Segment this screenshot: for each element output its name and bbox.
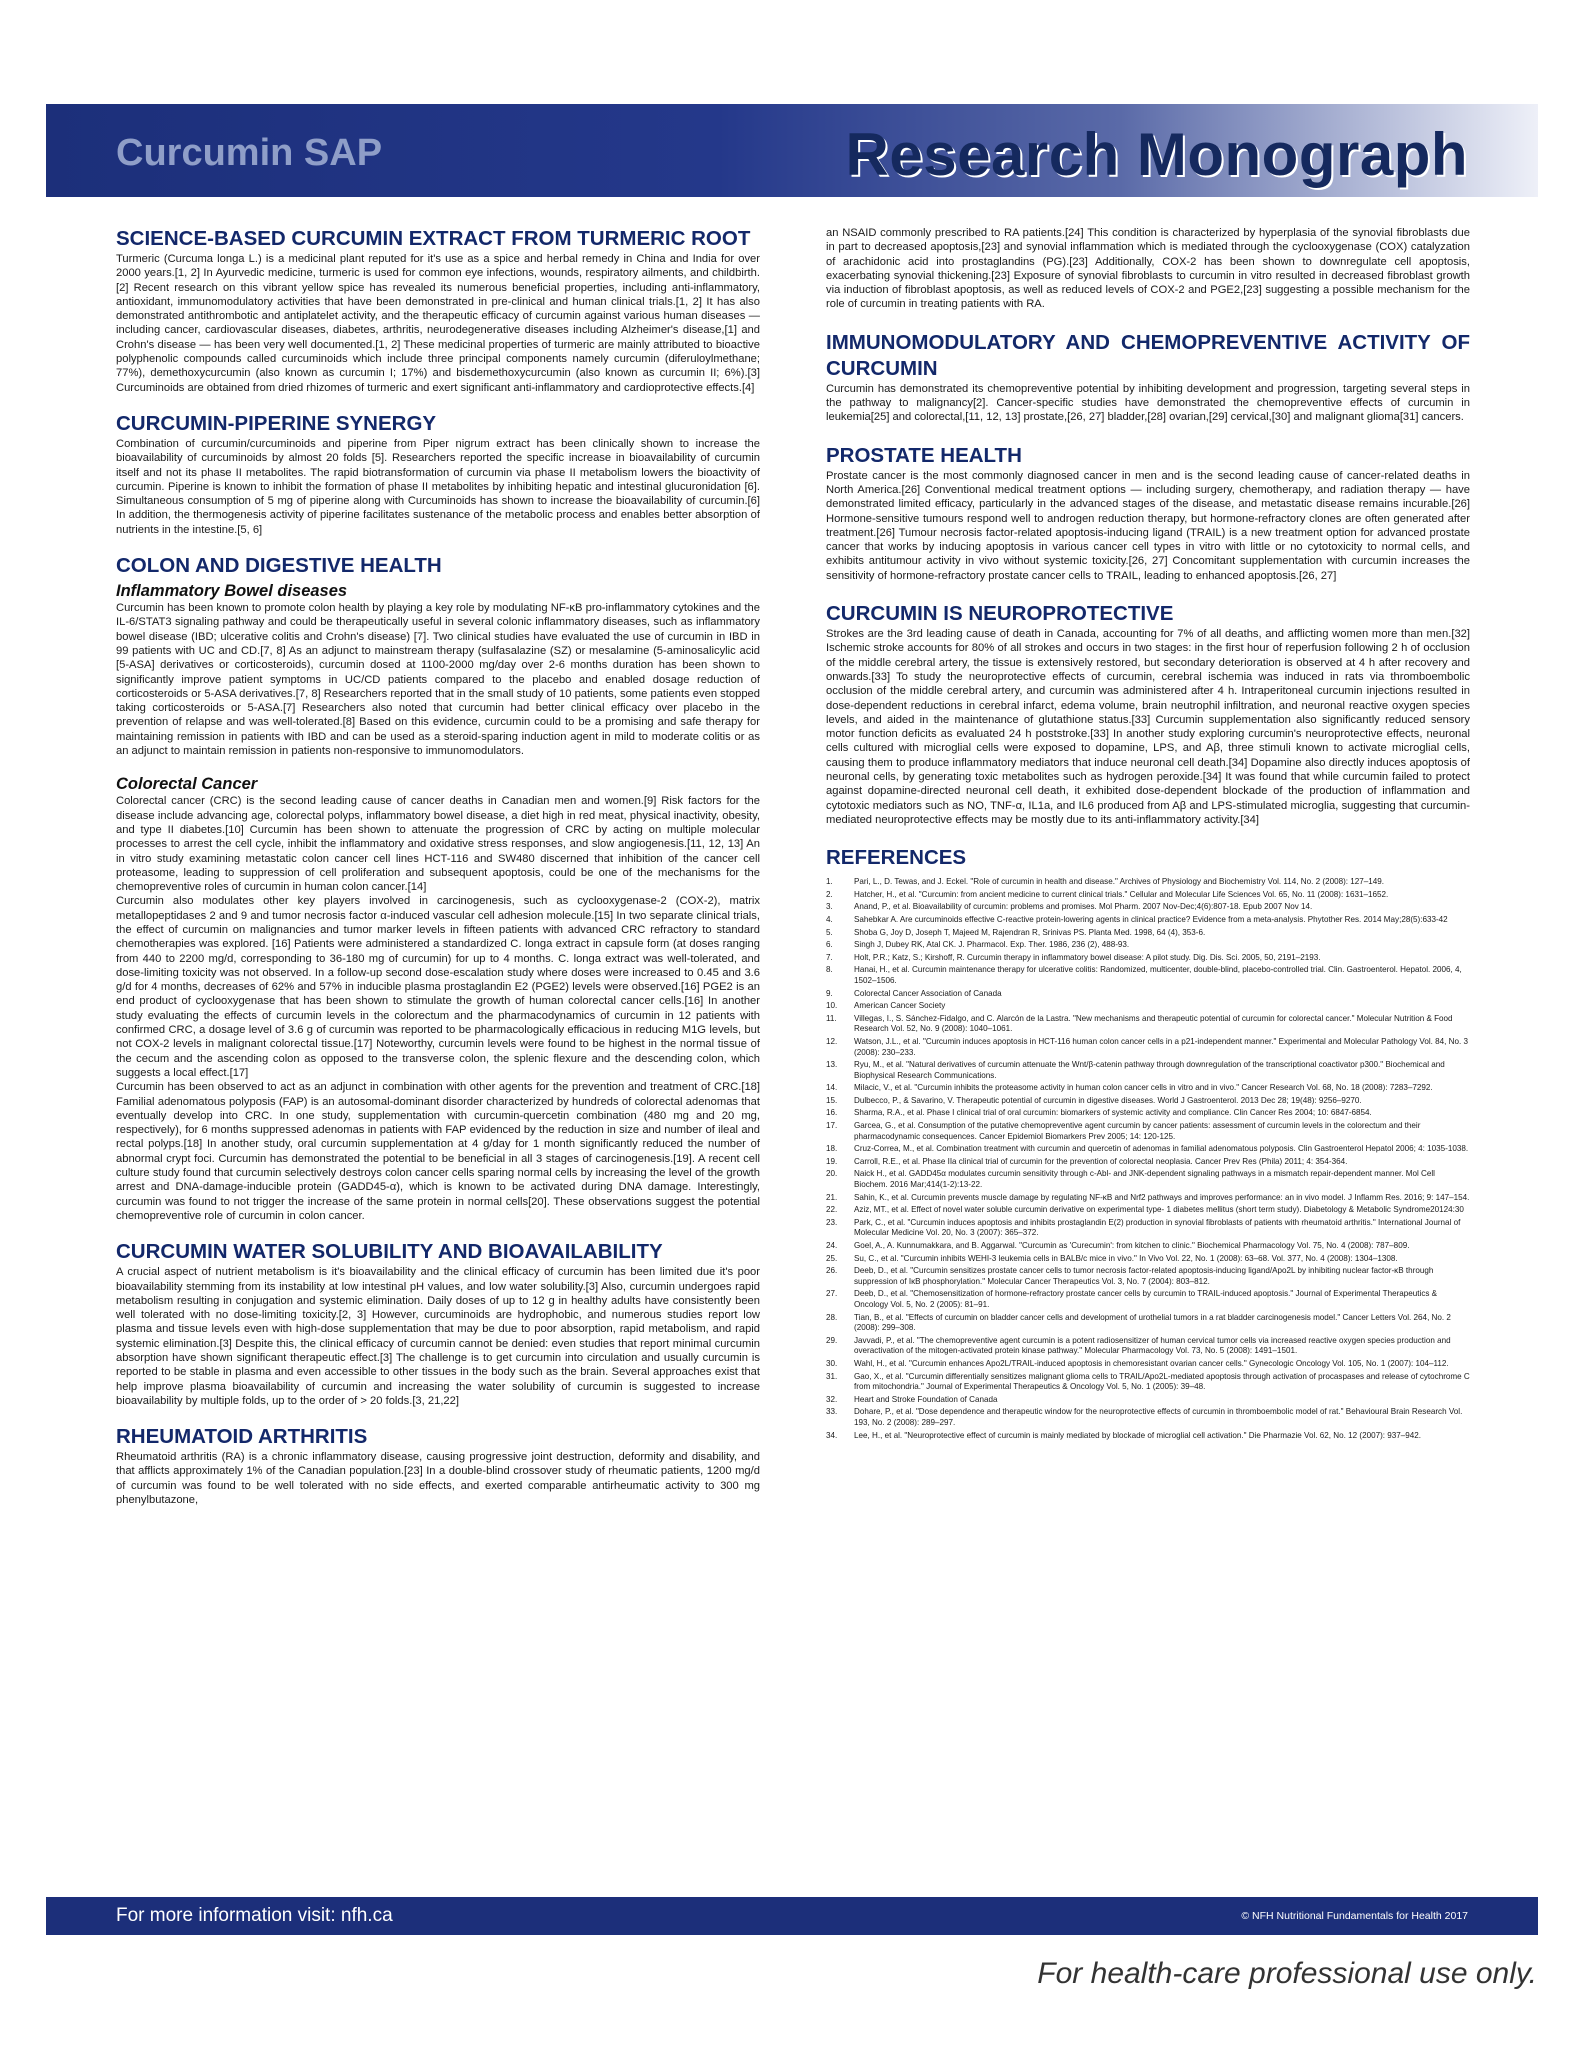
paragraph: Curcumin has demonstrated its chemopreventive potential by inhibiting development and progression, targeting several steps in the pathway to malignancy[2]. Cancer-specific studies have demonstrated the chemopreventive effects of curcumin in leukemia[25] and colorectal,[11, 12, 13] prostate,[26, 27] bladder,[28] ovarian,[29] cervical,[30] and malignant glioma[31] cancers. (826, 382, 1470, 424)
reference-item (826, 1121, 1470, 1142)
reference-text: Sahin, K., et al. Curcumin prevents muscle damage by regulating NF-κB and Nrf2 pathways and improves performance: an in vivo model. J Inflamm Res. 2016; 9: 147–154. (854, 1192, 1470, 1202)
reference-item (826, 1372, 1470, 1393)
reference-number: 31. (826, 1371, 838, 1381)
reference-item (826, 1096, 1470, 1107)
reference-number: 10. (826, 1001, 838, 1011)
reference-text: Heart and Stroke Foundation of Canada (854, 1394, 998, 1404)
reference-number: 6. (826, 940, 833, 950)
reference-text: Anand, P., et al. Bioavailability of curcumin: problems and promises. Mol Pharm. 2007 Nov-Dec;4(6):807-18. Epub 2007 Nov 14. (854, 902, 1313, 912)
paragraph: Combination of curcumin/curcuminoids and piperine from Piper nigrum extract has been clinically shown to increase the bioavailability of curcuminoids by almost 20 folds [5]. Researchers reported the specific increase in bioavailability of curcumin itself and not its phase II metabolites. The rapid biotransformation of curcumin via phase II metabolism lowers the bioactivity of curcumin. Piperine is known to inhibit the formation of phase II metabolites by inhibiting hepatic and intestinal glucuronidation [6]. Simultaneous consumption of 5 mg of piperine along with Curcuminoids has shown to increase the bioavailability of curcumin.[6] In addition, the thermogenesis activity of piperine facilitates sustenance of the metabolic process and enables better absorption of nutrients in the intestine.[5, 6] (116, 437, 760, 536)
reference-number: 25. (826, 1253, 838, 1263)
reference-text: Sharma, R.A., et al. Phase I clinical trial of oral curcumin: biomarkers of systemic activity and compliance. Clin Cancer Res 2004; 10: 6847-6854. (854, 1108, 1372, 1118)
reference-text: Wahl, H., et al. "Curcumin enhances Apo2L/TRAIL-induced apoptosis in chemoresistant ovarian cancer cells." Gynecologic Oncology Vol. 105, No. 1 (2007): 104–112. (854, 1358, 1449, 1368)
reference-number: 12. (826, 1036, 838, 1046)
section-heading: SCIENCE-BASED CURCUMIN EXTRACT FROM TURMERIC ROOT (116, 227, 751, 250)
paragraph: Prostate cancer is the most commonly diagnosed cancer in men and is the second leading cause of cancer-related deaths in North America.[26] Conventional medical treatment options — including surgery, chemotherapy, and radiation therapy — have demonstrated limited efficacy, particularly in the advanced stages of the disease, and metastatic disease remains incurable.[26] Hormone-sensitive tumours respond well to androgen reduction therapy, but hormone-refractory clones are often generated after treatment.[26] Tumour necrosis factor-related apoptosis-inducing ligand (TRAIL) is a new treatment option for advanced prostate cancer that works by inducing apoptosis in various cancer cell types in vitro with little or no cytotoxicity to normal cells, and exhibits antitumour activity in vivo without systemic toxicity.[26, 27] Concomitant supplementation with curcumin increases the sensitivity of hormone-refractory prostate cancer cells to TRAIL, leading to enhanced apoptosis.[26, 27] (826, 469, 1470, 582)
reference-item (826, 890, 1470, 901)
reference-number: 13. (826, 1060, 838, 1070)
reference-number: 7. (826, 952, 833, 962)
paragraph: Colorectal cancer (CRC) is the second leading cause of cancer deaths in Canadian men and women.[9] Risk factors for the disease include advancing age, colorectal polyps, inflammatory bowel disease, a diet high in red meat, physical inactivity, obesity, and type II diabetes.[10] Curcumin has been shown to attenuate the progression of CRC by acting on multiple molecular processes to arrest the cell cycle, inhibit the inflammatory and oxidative stress responses, and slow angiogenesis.[11, 12, 13] An in vitro study examining metastatic colon cancer cell lines HCT-116 and SW480 discerned that inhibition of the cancer cell proteasome, leading to suppression of cell proliferation and subsequent apoptosis, could be one of the mechanisms for the chemopreventive roles of curcumin in human colon cancer.[14] (116, 795, 760, 894)
reference-item (826, 877, 1470, 888)
reference-item (826, 965, 1470, 986)
reference-text: Goel, A., A. Kunnumakkara, and B. Aggarwal. "Curcumin as 'Curecumin': from kitchen to clinic." Biochemical Pharmacology Vol. 75, No. 4 (2008): 787–809. (854, 1241, 1410, 1251)
reference-item (826, 1313, 1470, 1334)
reference-text: Naick H., et al. GADD45α modulates curcumin sensitivity through c-Abl- and JNK-dependent signaling pathways in a mismatch repair-dependent manner. Mol Cell Biochem. 2016 Mar;414(1-2):13-22. (854, 1169, 1435, 1190)
reference-item (826, 1241, 1470, 1252)
section-heading: RHEUMATOID ARTHRITIS (116, 1425, 368, 1449)
reference-text: Cruz-Correa, M., et al. Combination treatment with curcumin and quercetin of adenomas in familial adenomatous polyposis. Clin Gastroenterol Hepatol 2006; 4: 1035-1038. (854, 1144, 1469, 1154)
left-column (116, 226, 760, 1507)
reference-number: 22. (826, 1205, 838, 1215)
reference-text: Lee, H., et al. "Neuroprotective effect of curcumin is mainly mediated by blockade of microglial cell activation." Die Pharmazie Vol. 62, No. 12 (2007): 937–942. (854, 1430, 1422, 1440)
reference-item (826, 1014, 1470, 1035)
paragraph: Curcumin has been known to promote colon health by playing a key role by modulating NF-κB pro-inflammatory cytokines and the IL-6/STAT3 signaling pathway and could be therapeutically useful in several colonic inflammatory diseases, such as inflammatory bowel disease (IBD; ulcerative colitis and Crohn's disease) [7]. Two clinical studies have evaluated the use of curcumin in IBD in 99 patients with UC and CD.[7, 8] As an adjunct to mainstream therapy (sulfasalazine (SZ) or mesalamine (5-aminosalicylic acid [5-ASA] derivatives or corticosteroids), curcumin dosed at 1100-2000 mg/day over 2-6 months duration has been shown to significantly improve patient symptoms in UC/CD patients compared to the placebo and enabled dosage reduction of corticosteroids or 5-ASA derivatives.[7, 8] Researchers reported that in the small study of 10 patients, some patients even stopped taking corticosteroids or 5-ASA.[7] Researchers also noted that curcumin had better clinical efficacy over placebo in the prevention of relapse and was well-tolerated.[8] Based on this evidence, curcumin could to be a promising and safe therapy for maintaining remission in patients with IBD and can be used as a steroid-sparing induction agent in mild to moderate colitis or as an adjunct to maintain remission in patients non-responsive to immunomodulators. (116, 602, 760, 758)
reference-number: 5. (826, 927, 833, 937)
reference-number: 28. (826, 1312, 838, 1322)
reference-item (826, 1037, 1470, 1058)
footer-link[interactable]: For more information visit: nfh.ca (116, 1905, 393, 1926)
paragraph: A crucial aspect of nutrient metabolism is it's bioavailability and the clinical efficacy of curcumin has been limited due it's poor bioavailability stemming from its instability at low intestinal pH values, and low water solubility.[3] Also, curcumin undergoes rapid metabolism resulting in conjugation and systemic elimination. Daily doses of up to 12 g in healthy adults have consistently been well tolerated with no dose-limiting toxicity.[2, 3] However, curcuminoids are hydrophobic, and numerous studies report low plasma and tissue levels even with high-dose supplementation that may be due to poor absorption, rapid metabolism, and rapid systemic elimination.[3] Despite this, the clinical efficacy of curcumin cannot be denied: even studies that report minimal curcumin absorption have shown significant therapeutic effect.[3] The challenge is to get curcumin into circulation and usually curcumin is reported to be stable in plasma and even accessible to other tissues in the body such as the brain. Several approaches exist that help improve plasma bioavailability of curcumin and increasing the water solubility of curcumin is suggested to increase bioavailability by multiple folds, up to the order of > 20 folds.[3, 21,22] (116, 1266, 760, 1407)
section-heading: CURCUMIN IS NEUROPROTECTIVE (826, 602, 1174, 626)
reference-text: Javvadi, P., et al. "The chemopreventive agent curcumin is a potent radiosensitizer of human cervical tumor cells via increased reactive oxygen species production and overactivation of the mitogen-activated protein kinase pathway." Molecular Pharmacology Vol. 73, No. 5 (2008): 1491–1501. (854, 1335, 1451, 1356)
reference-number: 32. (826, 1394, 838, 1404)
reference-text: Hatcher, H., et al. "Curcumin: from ancient medicine to current clinical trials." Cellular and Molecular Life Sciences Vol. 65, No. 11 (2008): 1631–1652. (854, 889, 1389, 899)
reference-item (826, 1359, 1470, 1370)
reference-item (826, 1205, 1470, 1216)
reference-number: 14. (826, 1083, 838, 1093)
reference-number: 26. (826, 1266, 838, 1276)
reference-item (826, 989, 1470, 1000)
reference-text: Aziz, MT., et al. Effect of novel water soluble curcumin derivative on experimental type- 1 diabetes mellitus (short term study). Diabetology & Metabolic Syndrome20124:30 (854, 1205, 1464, 1215)
reference-number: 4. (826, 914, 833, 924)
reference-item (826, 940, 1470, 951)
subsection-heading: Colorectal Cancer (116, 775, 258, 794)
reference-number: 33. (826, 1407, 838, 1417)
reference-item (826, 1157, 1470, 1168)
reference-item (826, 1407, 1470, 1428)
reference-number: 11. (826, 1013, 837, 1023)
reference-item (826, 1254, 1470, 1265)
page-title: Research Monograph (845, 121, 1468, 188)
reference-item (826, 928, 1470, 939)
reference-text: Tian, B., et al. "Effects of curcumin on bladder cancer cells and development of urothelial tumors in a rat bladder carcinogenesis model." Cancer Letters Vol. 264, No. 2 (2008): 299–308. (854, 1312, 1451, 1333)
reference-text: Carroll, R.E., et al. Phase IIa clinical trial of curcumin for the prevention of colorectal neoplasia. Cancer Prev Res (Phila) 2011; 4: 354-364. (854, 1156, 1348, 1166)
section-heading: CURCUMIN-PIPERINE SYNERGY (116, 411, 437, 435)
reference-item (826, 1218, 1470, 1239)
reference-text: Pari, L., D. Tewas, and J. Eckel. "Role of curcumin in health and disease." Archives of Physiology and Biochemistry Vol. 114, No. 2 (2008): 127–149. (854, 877, 1385, 887)
reference-text: Watson, J.L., et al. "Curcumin induces apoptosis in HCT-116 human colon cancer cells in a p21-independent manner." Experimental and Molecular Pathology Vol. 84, No. 3 (2008): 230–233. (854, 1036, 1469, 1057)
reference-text: Dohare, P., et al. "Dose dependence and therapeutic window for the neuroprotective effects of curcumin in thromboembolic model of rat." Behavioural Brain Research Vol. 193, No. 2 (2008): 289–297. (854, 1407, 1463, 1427)
footer-bar (46, 1897, 1538, 1935)
reference-text: Sahebkar A. Are curcuminoids effective C-reactive protein-lowering agents in clinical practice? Evidence from a meta-analysis. Phytother Res. 2014 May;28(5):633-42 (854, 914, 1448, 924)
reference-number: 30. (826, 1358, 838, 1368)
reference-item (826, 1431, 1470, 1442)
header-banner (46, 104, 1538, 197)
reference-item (826, 1289, 1470, 1310)
reference-item (826, 953, 1470, 964)
reference-text: Park, C., et al. "Curcumin induces apoptosis and inhibits prostaglandin E(2) production in synovial fibroblasts of patients with rheumatoid arthritis." International Journal of Molecular Medicine Vol. 20, No. 3 (2007): 365–372. (854, 1217, 1461, 1238)
reference-text: Deeb, D., et al. "Chemosensitization of hormone-refractory prostate cancer cells by curcumin to TRAIL-induced apoptosis." Journal of Experimental Therapeutics & Oncology Vol. 5, No. 2 (2005): 81–91. (854, 1289, 1438, 1309)
reference-number: 34. (826, 1430, 838, 1440)
reference-text: Hanai, H., et al. Curcumin maintenance therapy for ulcerative colitis: Randomized, multicenter, double-blind, placebo-controlled trial. Clin. Gastroenterol. Hepatol. 2006, 4, 1502–1506. (854, 965, 1462, 985)
reference-number: 3. (826, 902, 833, 912)
reference-number: 20. (826, 1169, 838, 1179)
reference-item (826, 1001, 1470, 1012)
reference-text: Gao, X., et al. "Curcumin differentially sensitizes malignant glioma cells to TRAIL/Apo2L-mediated apoptosis through activation of procaspases and release of cytochrome C from mitochondria." Journal of Experimental Therapeutics & Oncology Vol. 5, No. 1 (2005): 39–48. (854, 1371, 1470, 1392)
paragraph: Curcumin also modulates other key players involved in carcinogenesis, such as cyclooxygenase-2 (COX-2), matrix metallopeptidases 2 and 9 and tumor necrosis factor α-induced vascular cell adhesion molecule.[15] In two separate clinical trials, the effect of curcumin on malignancies and tumor marker levels in fifteen patients with advanced CRC refractory to standard chemotherapies was explored. [16] Patients were administered a standardized C. longa extract in capsule form (at doses ranging from 440 to 2200 mg/d, corresponding to 36-180 mg of curcumin) for up to 4 months. C. longa extract was well-tolerated, and dose-limiting toxicity was not observed. In a follow-up second dose-escalation study where doses were increased to 0.45 and 3.6 g/d for 4 months, decreases of 62% and 57% in inducible plasma prostaglandin E2 (PGE2) levels were observed.[16] PGE2 is an end product of cyclooxygenase that has been shown to stimulate the growth of human colorectal cancer cells.[16] In another study evaluating the effects of curcumin levels in the colorectum and the pharmacodynamics of curcumin in 12 patients with confirmed CRC, a dosage level of 3.6 g of curcumin was reported to be pharmacologically efficacious in reducing M1G levels, but not COX-2 levels in malignant colorectal tissue.[17] Noteworthy, curcumin levels were found to be highest in the normal tissue of the cecum and the ascending colon as opposed to the transverse colon, the splenic flexure and the descending colon, which suggests a local effect.[17] (116, 895, 760, 1079)
reference-item (826, 1395, 1470, 1406)
reference-item (826, 1266, 1470, 1287)
reference-number: 29. (826, 1335, 838, 1345)
reference-number: 19. (826, 1156, 838, 1166)
section-heading: COLON AND DIGESTIVE HEALTH (116, 554, 442, 578)
reference-number: 9. (826, 988, 833, 998)
paragraph: Turmeric (Curcuma longa L.) is a medicinal plant reputed for it's use as a spice and herbal remedy in China and India for over 2000 years.[1, 2] In Ayurvedic medicine, turmeric is used for common eye infections, wounds, respiratory ailments, and childbirth.[2] Recent research on this vibrant yellow spice has revealed its numerous beneficial properties, including anti-inflammatory, antioxidant, immunomodulatory activities that have been demonstrated in pre-clinical and human clinical trials.[1, 2] It has also demonstrated antithrombotic and antiplatelet activity, and the therapeutic efficacy of curcumin against various human diseases — including cancer, cardiovascular diseases, diabetes, arthritis, neurodegenerative diseases including Alzheimer's disease,[1] and Crohn's disease — has been very well documented.[1, 2] These medicinal properties of turmeric are mainly attributed to bioactive polyphenolic compounds called curcuminoids which include three principal components namely curcumin (diferuloylmethane; 77%), demethoxycurcumin (also known as curcumin I; 17%) and bisdemethoxycurcumin (also known as curcumin II; 6%).[3] Curcuminoids are obtained from dried rhizomes of turmeric and exert significant anti-inflammatory and cardioprotective effects.[4] (116, 253, 760, 394)
paragraph: Curcumin has been observed to act as an adjunct in combination with other agents for the prevention and treatment of CRC.[18] Familial adenomatous polyposis (FAP) is an autosomal-dominant disorder characterized by hundreds of colorectal adenomas that eventually develop into CRC. In one study, supplementation with curcumin-quercetin combination (480 mg and 20 mg, respectively), for 6 months suppressed adenomas in patients with FAP evidenced by the reduction in size and number of ileal and rectal polyps.[18] In another study, oral curcumin supplementation at 4 g/day for 1 month significantly reduced the number of abnormal crypt foci. Curcumin has demonstrated the potential to be beneficial in all 3 stages of carcinogenesis.[19]. A recent cell culture study found that curcumin selectively destroys colon cancer cells sparing normal cells by increasing the level of the growth arrest and DNA-damage-inducible protein (GADD45-α), which is known to be activated during DNA damage. Interestingly, curcumin was found to not trigger the increase of the same protein in normal cells[20]. These observations suggest the potential chemopreventive role of curcumin in colon cancer. (116, 1081, 760, 1222)
reference-number: 2. (826, 889, 833, 899)
reference-text: Colorectal Cancer Association of Canada (854, 988, 1002, 998)
paragraph: Strokes are the 3rd leading cause of death in Canada, accounting for 7% of all deaths, and afflicting women more than men.[32] Ischemic stroke accounts for 80% of all strokes and occurs in two stages: in the first hour of reperfusion following 2 h of occlusion of the middle cerebral artery, the tissue is extensively restored, but secondary deterioration is observed at 4 h after recovery and onwards.[33] To study the neuroprotective effects of curcumin, cerebral ischemia was induced in rats via thromboembolic occlusion of the middle cerebral artery, and curcumin was administered after 4 h. Intraperitoneal curcumin injections resulted in dose-dependent reductions in cerebral infarct, edema volume, brain neutrophil infiltration, and neuronal reactive oxygen species levels, and aided in the maintenance of glutathione status.[33] Curcumin supplementation also significantly reduced sensory motor function deficits as evaluated 24 h poststroke.[33] In another study exploring curcumin's neuroprotective effects, neuronal cells cultured with microglial cells were exposed to dopamine, LPS, and Aβ, three stimuli known to activate microglial cells, causing them to produce inflammatory mediators that induce neuronal cell death.[34] Dopamine also directly induces apoptosis of neuronal cells, by generating toxic metabolites such as hydrogen peroxide.[34] It was found that while curcumin failed to protect against dopamine-directed neuronal cell death, it exhibited dose-dependent blockade of the production of inflammation and cytotoxic mediators such as NO, TNF-α, IL1a, and IL6 produced from Aβ and LPS-stimulated microglia, suggesting that curcumin-mediated neuroprotective effects may be mostly due to its anti-inflammatory activity.[34] (826, 628, 1470, 826)
reference-item (826, 1083, 1470, 1094)
reference-number: 8. (826, 965, 833, 975)
reference-item (826, 1060, 1470, 1081)
product-name: Curcumin SAP (116, 132, 383, 174)
reference-number: 1. (826, 877, 833, 887)
reference-text: Shoba G, Joy D, Joseph T, Majeed M, Rajendran R, Srinivas PS. Planta Med. 1998, 64 (4), 353-6. (854, 927, 1206, 937)
reference-number: 17. (826, 1121, 838, 1131)
reference-item (826, 915, 1470, 926)
reference-number: 18. (826, 1144, 838, 1154)
reference-number: 23. (826, 1217, 838, 1227)
reference-text: Villegas, I., S. Sánchez-Fidalgo, and C. Alarcón de la Lastra. "New mechanisms and therapeutic potential of curcumin for colorectal cancer." Molecular Nutrition & Food Research Vol. 52, No. 9 (2008): 1040–1061. (854, 1013, 1453, 1034)
reference-number: 16. (826, 1108, 838, 1118)
reference-item (826, 1336, 1470, 1357)
references-list (826, 877, 1470, 1441)
reference-item (826, 1193, 1470, 1204)
reference-item (826, 902, 1470, 913)
reference-text: Garcea, G., et al. Consumption of the putative chemopreventive agent curcumin by cancer patients: assessment of curcumin levels in the colorectum and their pharmacodynamic consequences. Cancer Epidemiol Biomarkers Prev 2005; 14: 120-125. (854, 1121, 1421, 1141)
disclaimer: For health-care professional use only. (1037, 1957, 1537, 1990)
reference-text: Su, C., et al. "Curcumin inhibits WEHI-3 leukemia cells in BALB/c mice in vivo." In Vivo Vol. 22, No. 1 (2008): 63–68. Vol. 377, No. 4 (2008): 1304–1308. (854, 1253, 1398, 1263)
reference-number: 21. (826, 1192, 838, 1202)
subsection-heading: Inflammatory Bowel diseases (116, 582, 348, 601)
references-heading: REFERENCES (826, 846, 967, 870)
reference-item (826, 1169, 1470, 1190)
right-column (826, 226, 1470, 1443)
reference-text: American Cancer Society (854, 1001, 946, 1011)
reference-number: 15. (826, 1095, 838, 1105)
reference-number: 24. (826, 1241, 838, 1251)
reference-text: Dulbecco, P., & Savarino, V. Therapeutic potential of curcumin in digestive diseases. World J Gastroenterol. 2013 Dec 28; 19(48): 9256–9270. (854, 1095, 1362, 1105)
reference-text: Holt, P.R.; Katz, S.; Kirshoff, R. Curcumin therapy in inflammatory bowel disease: A pilot study. Dig. Dis. Sci. 2005, 50, 2191–2193. (854, 952, 1321, 962)
reference-text: Milacic, V., et al. "Curcumin inhibits the proteasome activity in human colon cancer cells in vitro and in vivo." Cancer Research Vol. 68, No. 18 (2008): 7283–7292. (854, 1083, 1433, 1093)
reference-number: 27. (826, 1289, 838, 1299)
paragraph: an NSAID commonly prescribed to RA patients.[24] This condition is characterized by hyperplasia of the synovial fibroblasts due in part to decreased apoptosis,[23] and synovial inflammation which is mediated through the cyclooxygenase (COX) catalyzation of arachidonic acid into prostaglandins (PG).[23] Additionally, COX-2 has been shown to downregulate cell apoptosis, exacerbating synovial thickening.[23] Exposure of synovial fibroblasts to curcumin in vitro resulted in decreased fibroblast growth via induction of fibroblast apoptosis, as well as reduced levels of COX-2 and PGE2,[23] suggesting a possible mechanism for the role of curcumin in treating patients with RA. (826, 227, 1470, 311)
reference-text: Singh J, Dubey RK, Atal CK. J. Pharmacol. Exp. Ther. 1986, 236 (2), 488-93. (854, 940, 1130, 950)
section-heading: IMMUNOMODULATORY AND CHEMOPREVENTIVE ACTIVITY OF CURCUMIN (826, 330, 1470, 380)
section-heading: CURCUMIN WATER SOLUBILITY AND BIOAVAILABILITY (116, 1240, 663, 1264)
reference-text: Deeb, D., et al. "Curcumin sensitizes prostate cancer cells to tumor necrosis factor-related apoptosis-inducing ligand/Apo2L by inhibiting nuclear factor-κB through suppression of IκB phosphorylation." Molecular Cancer Therapeutics Vol. 3, No. 7 (2004): 803–812. (854, 1266, 1434, 1286)
copyright: © NFH Nutritional Fundamentals for Health 2017 (1241, 1910, 1468, 1922)
reference-item (826, 1144, 1470, 1155)
reference-item (826, 1108, 1470, 1119)
reference-text: Ryu, M., et al. "Natural derivatives of curcumin attenuate the Wnt/β-catenin pathway through downregulation of the transcriptional coactivator p300." Biochemical and Biophysical Research Communications. (854, 1060, 1445, 1080)
paragraph: Rheumatoid arthritis (RA) is a chronic inflammatory disease, causing progressive joint destruction, deformity and disability, and that afflicts approximately 1% of the Canadian population.[23] In a double-blind crossover study of rheumatic patients, 1200 mg/d of curcumin was found to be well tolerated with no side effects, and exerted comparable antirheumatic activity to 300 mg phenylbutazone, (116, 1451, 760, 1507)
section-heading: PROSTATE HEALTH (826, 443, 1022, 467)
